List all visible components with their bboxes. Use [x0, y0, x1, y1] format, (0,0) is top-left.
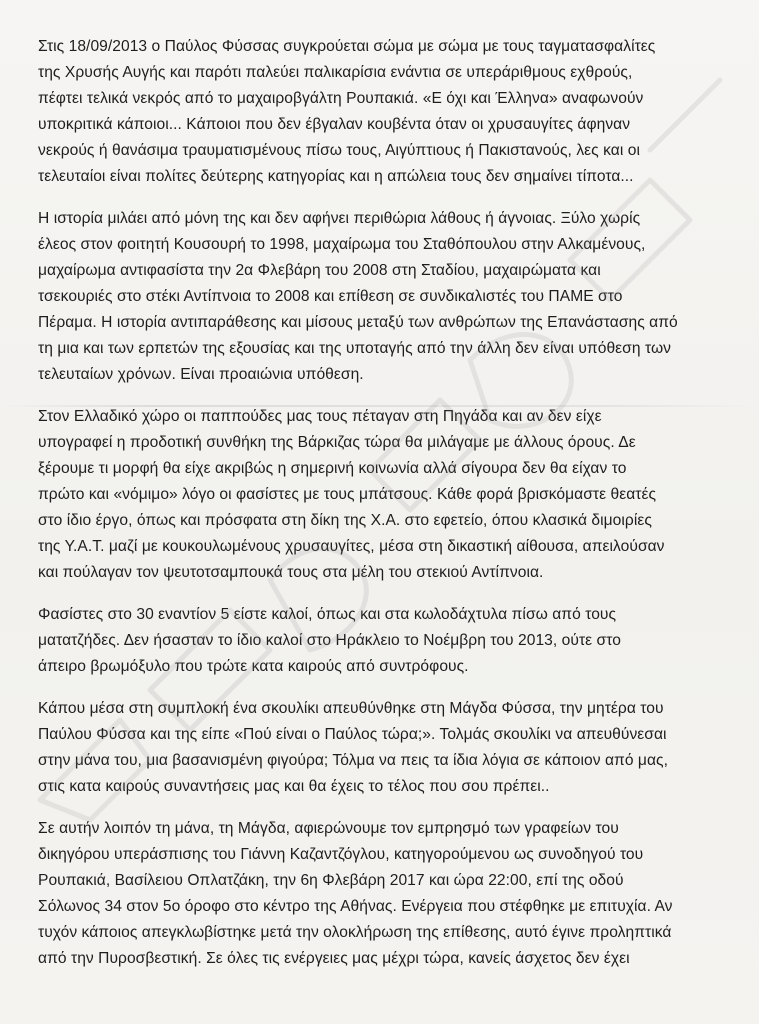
- text-line: τελευταίοι είναι πολίτες δεύτερης κατηγορίας και η απώλεια τους δεν σημαίνει τίποτα...: [38, 168, 634, 185]
- text-line: ματατζήδες. Δεν ήσασταν το ίδιο καλοί στο Ηράκλειο το Νοέμβρη του 2013, ούτε στο: [38, 632, 621, 649]
- text-line: της Χρυσής Αυγής και παρότι παλεύει παλικαρίσια ενάντια σε υπεράριθμους εχθρούς,: [38, 64, 633, 81]
- text-line: υπογραφεί η προδοτική συνθήκη της Βάρκιζας τώρα θα μιλάγαμε με άλλους όρους. Δε: [38, 434, 636, 451]
- text-line: έλεος στον φοιτητή Κουσουρή το 1998, μαχαίρωμα του Σταθόπουλου στην Αλκαμένους,: [38, 236, 646, 253]
- text-line: και πούλαγαν τον ψευτοτσαμπουκά τους στα μέλη του στεκιού Αντίπνοια.: [38, 564, 544, 581]
- text-line: Φασίστες στο 30 εναντίον 5 είστε καλοί, όπως και στα κωλοδάχτυλα πίσω από τους: [38, 606, 617, 623]
- paragraph-1: [38, 34, 728, 190]
- text-line: Ρουπακιά, Βασίλειου Οπλατζάκη, την 6η Φλεβάρη 2017 και ώρα 22:00, επί της οδού: [38, 872, 624, 889]
- paragraph-6: [38, 816, 728, 972]
- text-line: υποκριτικά κάποιοι... Κάποιοι που δεν έβγαλαν κουβέντα όταν οι χρυσαυγίτες άφηναν: [38, 116, 631, 133]
- text-line: Κάπου μέσα στη συμπλοκή ένα σκουλίκι απευθύνθηκε στη Μάγδα Φύσσα, την μητέρα του: [38, 700, 664, 717]
- text-line: δικηγόρου υπεράσπισης του Γιάννη Καζαντζόγλου, κατηγορούμενου ως συνοδηγού του: [38, 846, 644, 863]
- text-line: στην μάνα του, μια βασανισμένη φιγούρα; Τόλμα να πεις τα ίδια λόγια σε κάποιον από μας,: [38, 752, 668, 769]
- text-line: άπειρο βρωμόξυλο που τρώτε κατα καιρούς από συντρόφους.: [38, 658, 469, 675]
- text-line: Σε αυτήν λοιπόν τη μάνα, τη Μάγδα, αφιερώνουμε τον εμπρησμό των γραφείων του: [38, 820, 619, 837]
- document-body: [38, 34, 728, 988]
- text-line: ξέρουμε τι μορφή θα είχε ακριβώς η σημερινή κοινωνία αλλά σίγουρα δεν θα είχαν το: [38, 460, 627, 477]
- text-line: τελευταίων χρόνων. Είναι προαιώνια υπόθεση.: [38, 366, 364, 383]
- text-line: Στον Ελλαδικό χώρο οι παππούδες μας τους πέταγαν στη Πηγάδα και αν δεν είχε: [38, 408, 602, 425]
- text-line: της Υ.Α.Τ. μαζί με κουκουλωμένους χρυσαυγίτες, μέσα στη δικαστική αίθουσα, απειλούσαν: [38, 538, 665, 555]
- text-line: Σόλωνος 34 στον 5ο όροφο στο κέντρο της Αθήνας. Ενέργεια που στέφθηκε με επιτυχία. Αν: [38, 898, 673, 915]
- paragraph-4: [38, 602, 728, 680]
- text-line: στις κατα καιρούς συναντήσεις μας και θα έχεις το τέλος που σου πρέπει..: [38, 778, 550, 795]
- text-line: τυχόν κάποιος απεγκλωβίστηκε μετά την ολοκλήρωση της επίθεσης, αυτό έγινε προληπτικά: [38, 924, 672, 941]
- paragraph-3: [38, 404, 728, 586]
- text-line: πέφτει τελικά νεκρός από το μαχαιροβγάλτη Ρουπακιά. «Ε όχι και Έλληνα» αναφωνούν: [38, 90, 644, 107]
- text-line: Πέραμα. Η ιστορία αντιπαράθεσης και μίσους μεταξύ των ανθρώπων της Επανάστασης από: [38, 314, 678, 331]
- text-line: Η ιστορία μιλάει από μόνη της και δεν αφήνει περιθώρια λάθους ή άγνοιας. Ξύλο χωρίς: [38, 210, 641, 227]
- paragraph-5: [38, 696, 728, 800]
- text-line: μαχαίρωμα αντιφασίστα την 2α Φλεβάρη του 2008 στη Σταδίου, μαχαιρώματα και: [38, 262, 601, 279]
- text-line: από την Πυροσβεστική. Σε όλες τις ενέργειες μας μέχρι τώρα, κανείς άσχετος δεν έχει: [38, 950, 630, 967]
- text-line: στο ίδιο έργο, όπως και πρόσφατα στη δίκη της Χ.Α. στο εφετείο, όπου κλασικά διμοιρίες: [38, 512, 652, 529]
- text-line: Παύλου Φύσσα και της είπε «Πού είναι ο Παύλος τώρα;». Τολμάς σκουλίκι να απευθύνεσαι: [38, 726, 667, 743]
- text-line: τσεκουριές στο στέκι Αντίπνοια το 2008 και επίθεση σε συνδικαλιστές του ΠΑΜΕ στο: [38, 288, 623, 305]
- paragraph-2: [38, 206, 728, 388]
- text-line: πρώτο και «νόμιμο» λόγο οι φασίστες με τους μπάτσους. Κάθε φορά βρισκόμαστε θεατές: [38, 486, 657, 503]
- text-line: νεκρούς ή θανάσιμα τραυματισμένους πίσω τους, Αιγύπτιους ή Πακιστανούς, λες και οι: [38, 142, 640, 159]
- text-line: Στις 18/09/2013 ο Παύλος Φύσσας συγκρούεται σώμα με σώμα με τους ταγματασφαλίτες: [38, 38, 656, 55]
- text-line: τη μια και των ερπετών της εξουσίας και της υποταγής από την άλλη δεν είναι υπόθεση των: [38, 340, 672, 357]
